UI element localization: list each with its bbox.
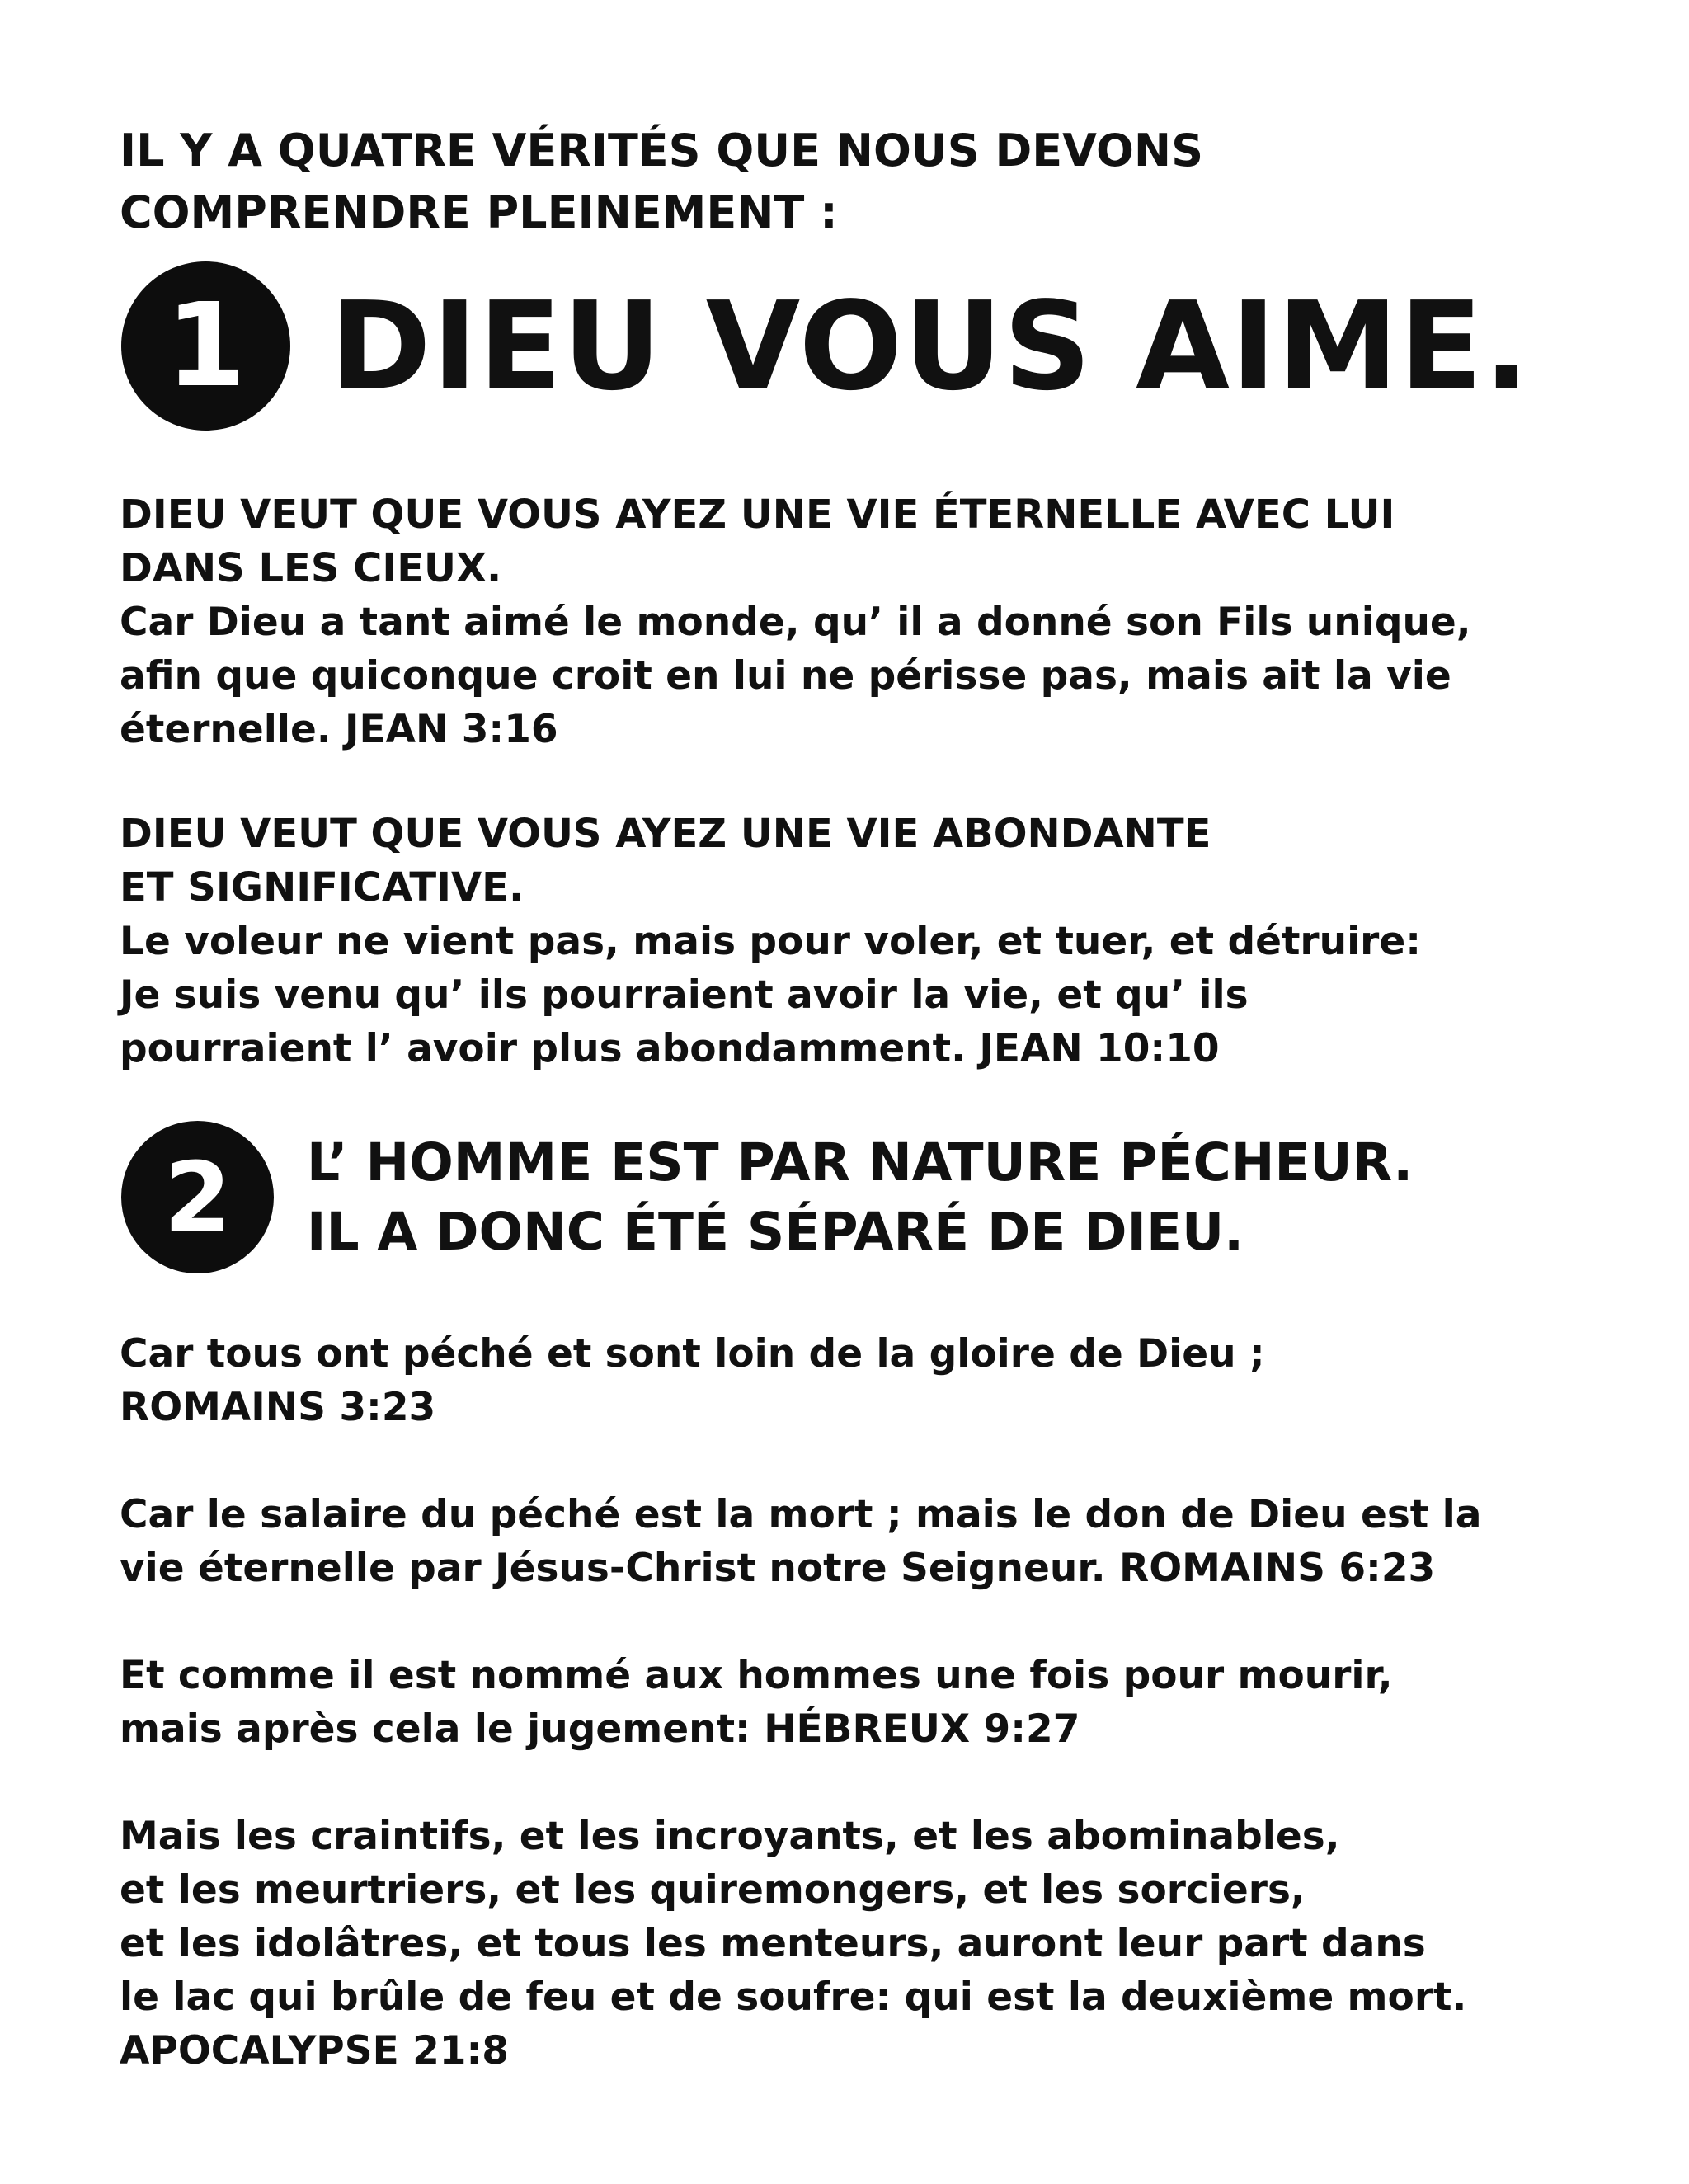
paragraph-heading: DIEU VEUT QUE VOUS AYEZ UNE VIE ÉTERNELLE AVEC LUI DANS LES CIEUX.	[120, 492, 1395, 591]
scripture-verse: Car le salaire du péché est la mort ; mais le don de Dieu est la vie éternelle par Jésus-Christ notre Seigneur. ROMAINS 6:23	[120, 1492, 1482, 1591]
scripture-verse: Et comme il est nommé aux hommes une fois pour mourir, mais après cela le jugement: HÉBREUX 9:27	[120, 1653, 1393, 1752]
intro-heading: IL Y A QUATRE VÉRITÉS QUE NOUS DEVONS COMPRENDRE PLEINEMENT :	[120, 125, 1203, 238]
scripture-verse: Mais les craintifs, et les incroyants, et les abominables, et les meurtriers, et les quiremongers, et les sorciers, et les idolâtres, et tous les menteurs, auront leur part dans le lac qui brûle de feu et de soufre: qui est la deuxième mort. APOCALYPSE 21:8	[120, 1814, 1467, 2073]
truth-2-heading	[120, 1121, 1604, 1273]
truth-1-section	[120, 261, 1604, 1076]
tract-page	[120, 120, 1604, 2078]
scripture-verse: Car Dieu a tant aimé le monde, qu’ il a donné son Fils unique, afin que quiconque croit en lui ne périsse pas, mais ait la vie éternelle. JEAN 3:16	[120, 600, 1471, 752]
scripture-verse: Car tous ont péché et sont loin de la gloire de Dieu ; ROMAINS 3:23	[120, 1331, 1265, 1430]
truth-1-title: DIEU VOUS AIME.	[330, 275, 1531, 417]
truth-1-heading	[120, 261, 1604, 431]
truth-1-paragraph-1	[120, 488, 1604, 756]
number-2-badge: 2	[121, 1121, 274, 1273]
number-1-badge: 1	[121, 261, 290, 431]
scripture-verse: Le voleur ne vient pas, mais pour voler, et tuer, et détruire: Je suis venu qu’ ils pourraient avoir la vie, et qu’ ils pourraient l’ avoir plus abondamment. JEAN 10:10	[120, 919, 1422, 1071]
truth-1-paragraph-2	[120, 807, 1604, 1076]
paragraph-heading: DIEU VEUT QUE VOUS AYEZ UNE VIE ABONDANTE ET SIGNIFICATIVE.	[120, 811, 1211, 911]
truth-2-title: L’ HOMME EST PAR NATURE PÉCHEUR. IL A DONC ÉTÉ SÉPARÉ DE DIEU.	[307, 1132, 1414, 1262]
truth-2-section	[120, 1121, 1604, 2078]
